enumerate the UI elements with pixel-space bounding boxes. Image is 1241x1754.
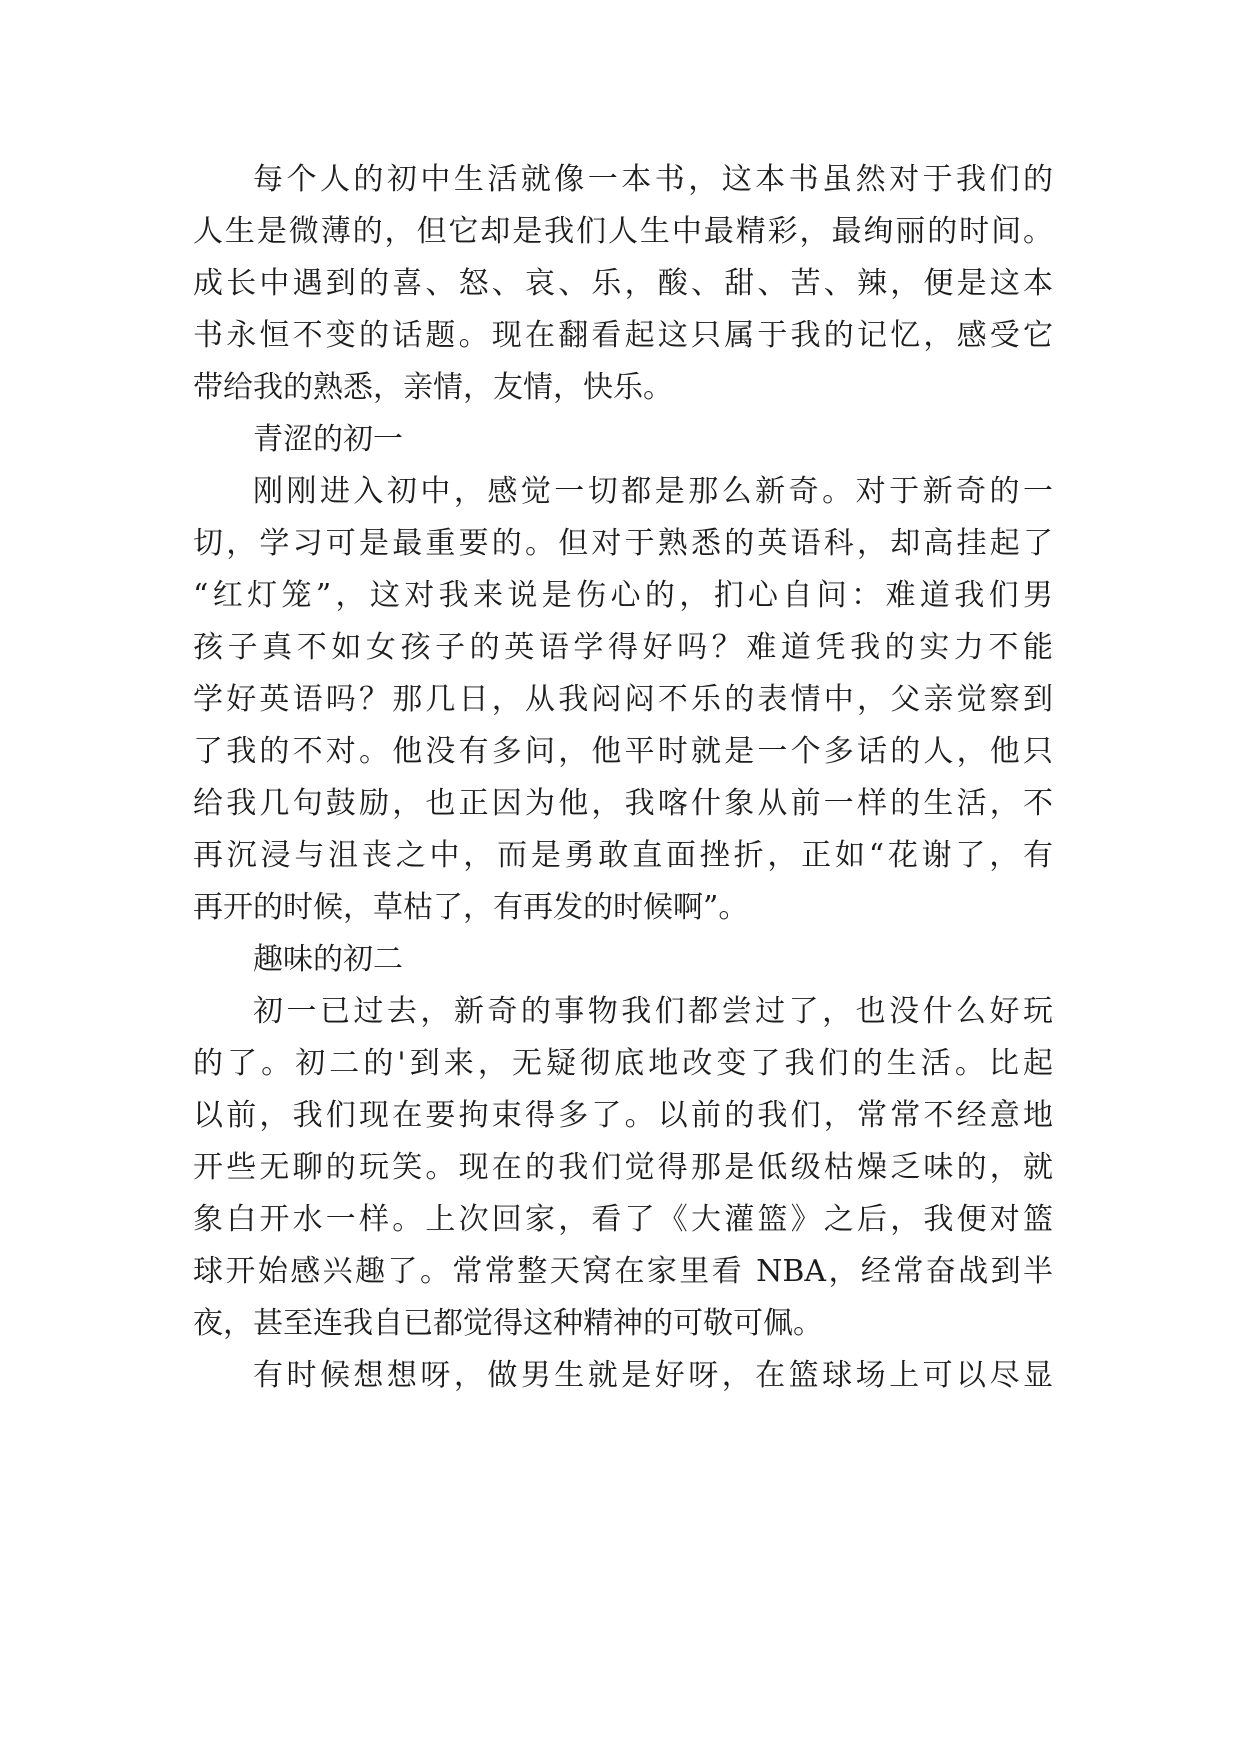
paragraph-3-line-1: 初一已过去，新奇的事物我们都尝过了，也没什么好玩 bbox=[253, 994, 1053, 1029]
paragraph-3-line-2: 的了。初二的'到来，无疑彻底地改变了我们的生活。比起 bbox=[193, 1046, 1053, 1081]
paragraph-2-line-6: 了我的不对。他没有多问，他平时就是一个多话的人，他只 bbox=[193, 734, 1053, 769]
paragraph-3-line-4: 开些无聊的玩笑。现在的我们觉得那是低级枯燥乏味的，就 bbox=[193, 1150, 1053, 1185]
paragraph-2-line-5: 学好英语吗？那几日，从我闷闷不乐的表情中，父亲觉察到 bbox=[193, 682, 1053, 717]
paragraph-4-line-1: 有时候想想呀，做男生就是好呀，在篮球场上可以尽显 bbox=[253, 1358, 1053, 1393]
paragraph-3-line-5: 象白开水一样。上次回家，看了《大灌篮》之后，我便对篮 bbox=[193, 1202, 1053, 1237]
section-heading-grade-one: 青涩的初一 bbox=[253, 422, 403, 457]
paragraph-3-line-3: 以前，我们现在要拘束得多了。以前的我们，常常不经意地 bbox=[193, 1098, 1053, 1133]
paragraph-1-line-4: 书永恒不变的话题。现在翻看起这只属于我的记忆，感受它 bbox=[193, 318, 1053, 353]
paragraph-1-line-5: 带给我的熟悉，亲情，友情，快乐。 bbox=[193, 370, 673, 405]
paragraph-3-line-7: 夜，甚至连我自已都觉得这种精神的可敬可佩。 bbox=[193, 1306, 823, 1341]
paragraph-1-line-1: 每个人的初中生活就像一本书，这本书虽然对于我们的 bbox=[253, 162, 1053, 197]
paragraph-2-line-1: 刚刚进入初中，感觉一切都是那么新奇。对于新奇的一 bbox=[253, 474, 1053, 509]
paragraph-3-line-6: 球开始感兴趣了。常常整天窝在家里看 NBA，经常奋战到半 bbox=[193, 1254, 1053, 1289]
paragraph-2-line-2: 切，学习可是最重要的。但对于熟悉的英语科，却高挂起了 bbox=[193, 526, 1053, 561]
paragraph-2-line-4: 孩子真不如女孩子的英语学得好吗？难道凭我的实力不能 bbox=[193, 630, 1053, 665]
paragraph-2-line-8: 再沉浸与沮丧之中，而是勇敢直面挫折，正如“花谢了，有 bbox=[193, 838, 1053, 873]
paragraph-2-line-3: “红灯笼”，这对我来说是伤心的，扪心自问：难道我们男 bbox=[193, 578, 1053, 613]
paragraph-2-line-7: 给我几句鼓励，也正因为他，我喀什象从前一样的生活，不 bbox=[193, 786, 1053, 821]
section-heading-grade-two: 趣味的初二 bbox=[253, 942, 403, 977]
paragraph-1-line-2: 人生是微薄的，但它却是我们人生中最精彩，最绚丽的时间。 bbox=[193, 214, 1053, 249]
paragraph-1-line-3: 成长中遇到的喜、怒、哀、乐，酸、甜、苦、辣，便是这本 bbox=[193, 266, 1053, 301]
paragraph-2-line-9: 再开的时候，草枯了，有再发的时候啊”。 bbox=[193, 890, 749, 925]
